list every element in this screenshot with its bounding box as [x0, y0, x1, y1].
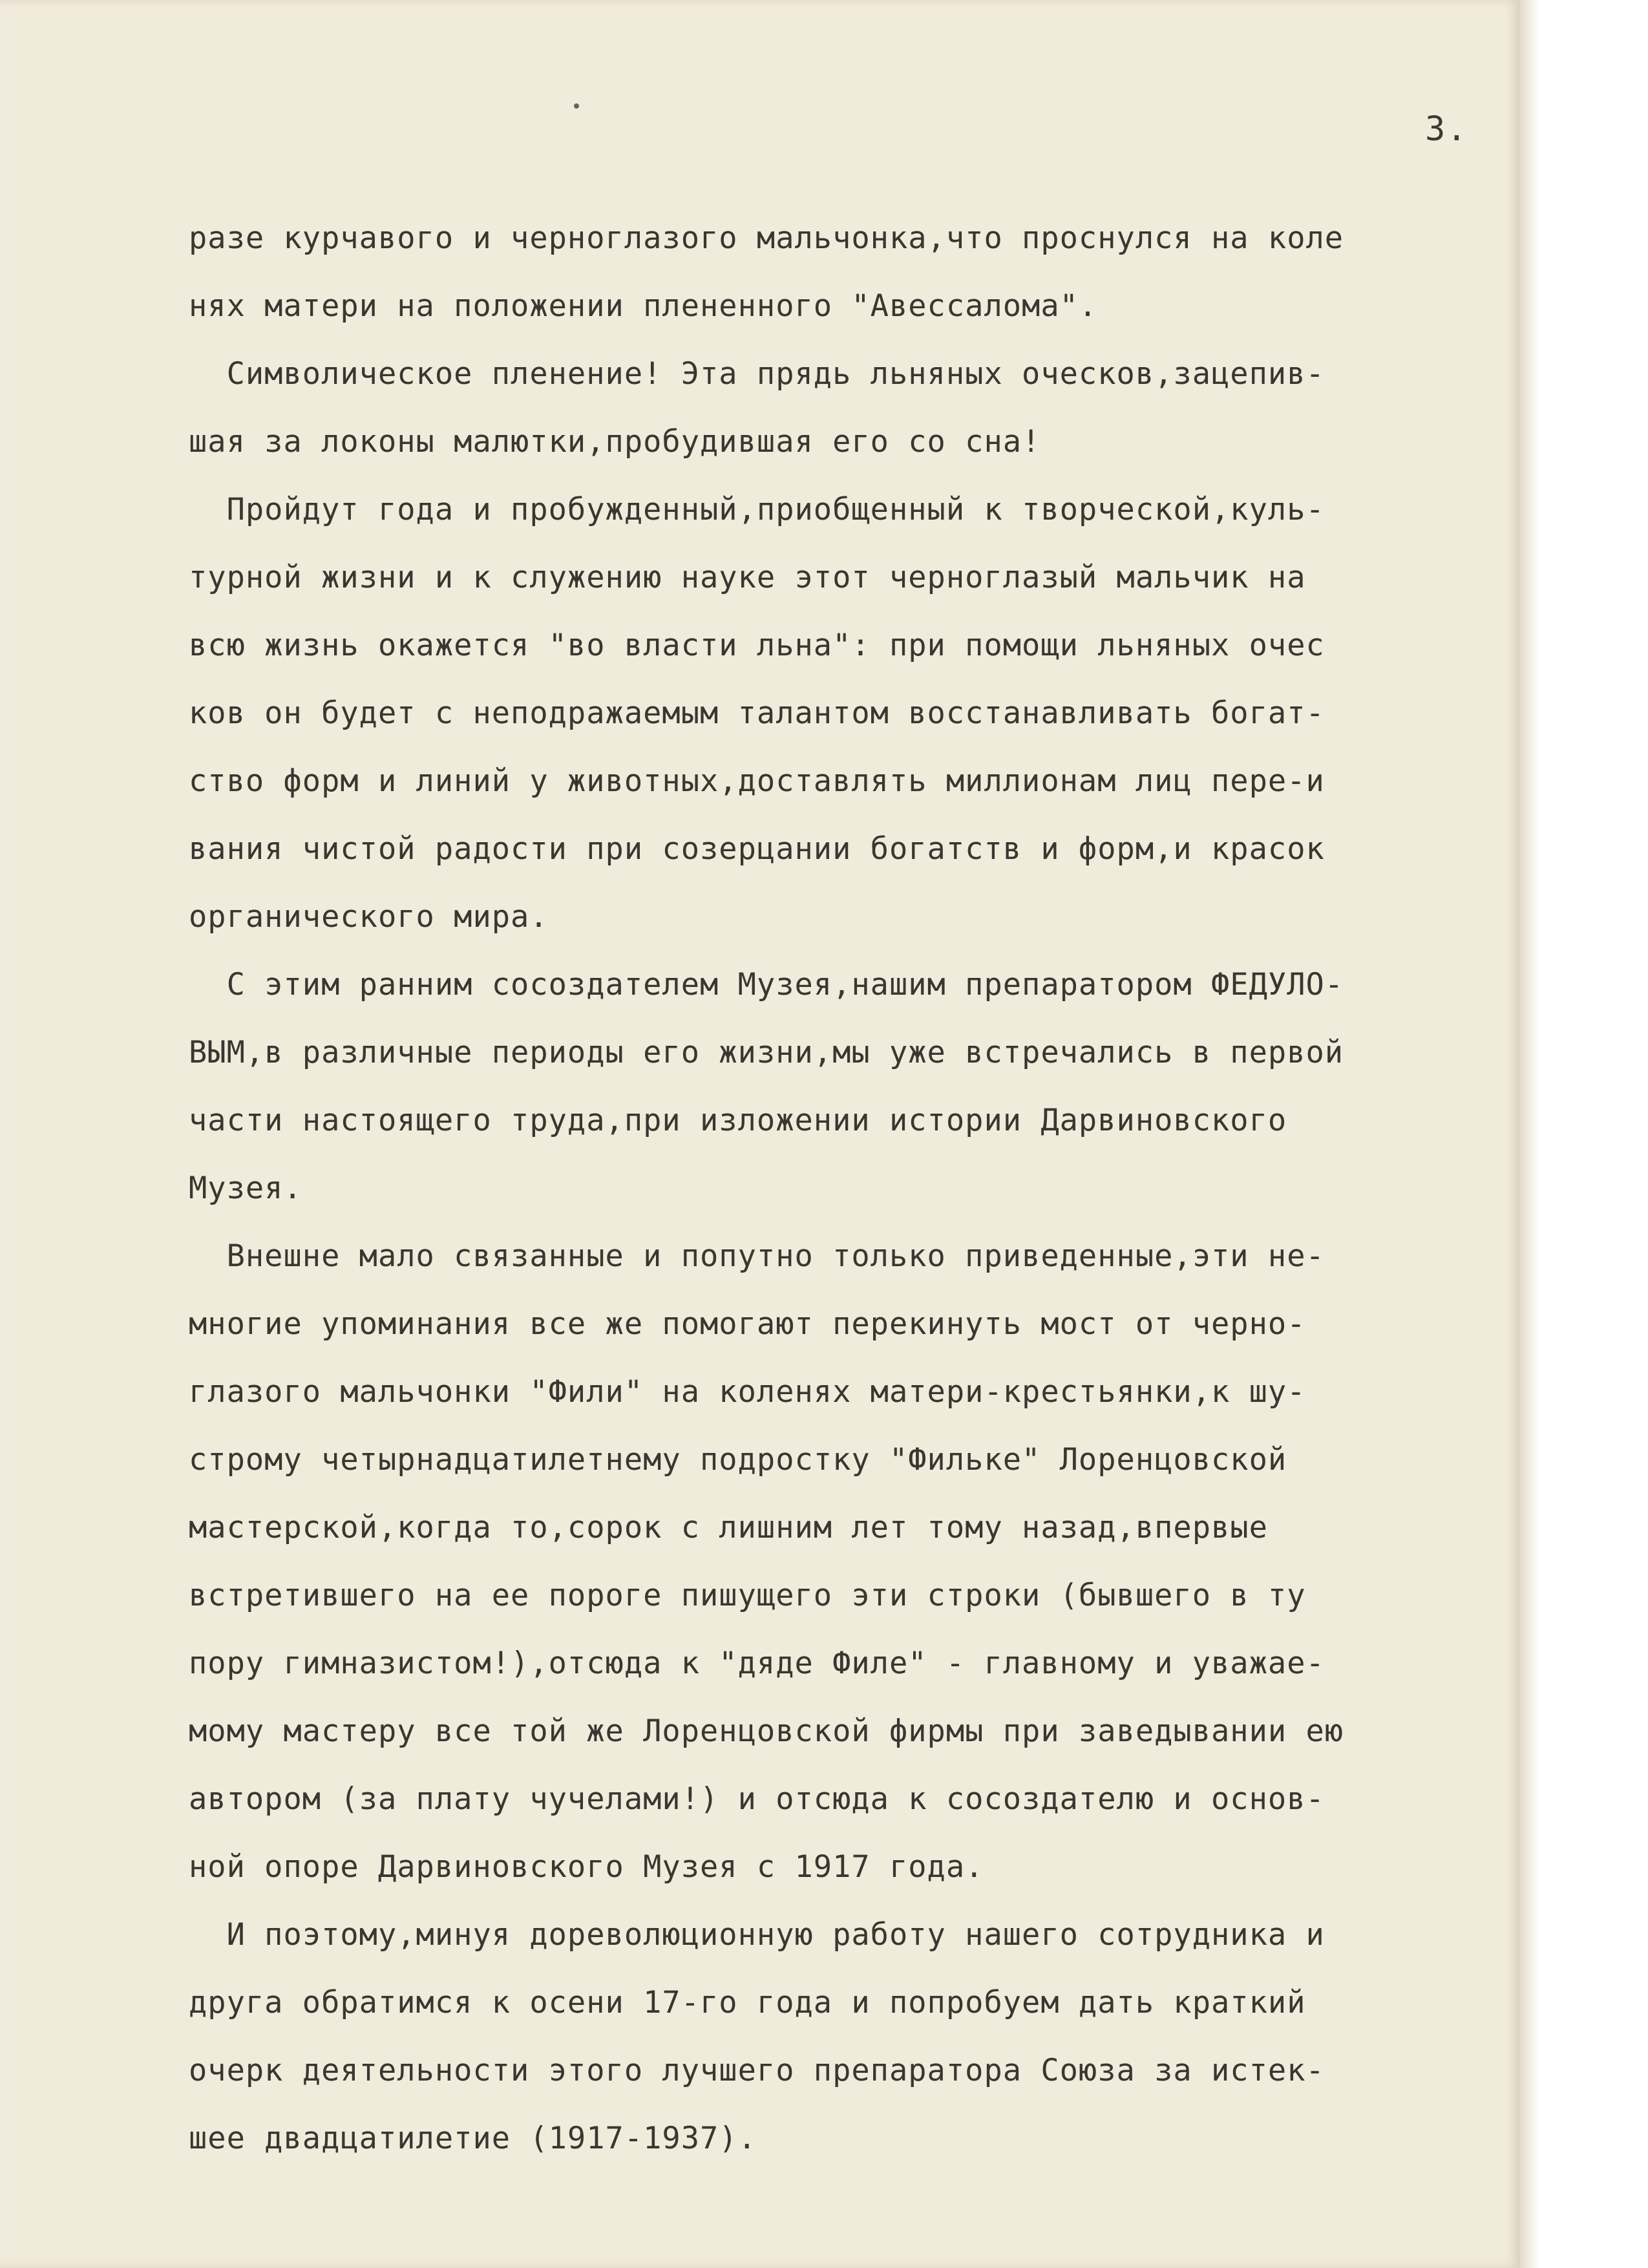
- text-line: Символическое пленение! Эта прядь льняных оческов,зацепив-: [189, 356, 1325, 392]
- text-line: строму четырнадцатилетнему подростку "Фильке" Лоренцовской: [189, 1442, 1287, 1478]
- text-line: Внешне мало связанные и попутно только приведенные,эти не-: [189, 1238, 1325, 1274]
- text-line: очерк деятельности этого лучшего препаратора Союза за истек-: [189, 2053, 1325, 2088]
- page-number: 3.: [1425, 110, 1468, 149]
- text-line: ной опоре Дарвиновского Музея с 1917 года.: [189, 1849, 984, 1885]
- text-line: автором (за плату чучелами!) и отсюда к сосоздателю и основ-: [189, 1781, 1325, 1817]
- text-line: ВЫМ,в различные периоды его жизни,мы уже встречались в первой: [189, 1035, 1344, 1070]
- text-line: пору гимназистом!),отсюда к "дяде Филе" - главному и уважае-: [189, 1646, 1325, 1681]
- text-line: всю жизнь окажется "во власти льна": при помощи льняных очес: [189, 628, 1325, 663]
- text-line: части настоящего труда,при изложении истории Дарвиновского: [189, 1103, 1287, 1138]
- text-line: турной жизни и к служению науке этот черноглазый мальчик на: [189, 560, 1306, 595]
- text-line: органического мира.: [189, 899, 549, 935]
- text-line: ков он будет с неподражаемым талантом восстанавливать богат-: [189, 695, 1325, 731]
- text-line: И поэтому,минуя дореволюционную работу нашего сотрудника и: [189, 1917, 1325, 1953]
- text-line: вания чистой радости при созерцании богатств и форм,и красок: [189, 831, 1325, 867]
- text-line: нях матери на положении плененного "Авессалома".: [189, 288, 1098, 324]
- text-line: С этим ранним сосоздателем Музея,нашим препаратором ФЕДУЛО-: [189, 967, 1344, 1002]
- text-line: встретившего на ее пороге пишущего эти строки (бывшего в ту: [189, 1578, 1306, 1613]
- text-line: многие упоминания все же помогают перекинуть мост от черно-: [189, 1306, 1306, 1342]
- text-line: Пройдут года и пробужденный,приобщенный к творческой,куль-: [189, 492, 1325, 527]
- sheet-edge: [1520, 0, 1539, 2268]
- text-line: мому мастеру все той же Лоренцовской фирмы при заведывании ею: [189, 1713, 1344, 1749]
- text-line: разе курчавого и черноглазого мальчонка,что проснулся на коле: [189, 220, 1344, 256]
- text-line: Музея.: [189, 1171, 302, 1206]
- text-line: глазого мальчонки "Фили" на коленях матери-крестьянки,к шу-: [189, 1374, 1306, 1410]
- text-line: мастерской,когда то,сорок с лишним лет тому назад,впервые: [189, 1510, 1268, 1545]
- text-line: шее двадцатилетие (1917-1937).: [189, 2121, 757, 2156]
- text-line: друга обратимся к осени 17-го года и попробуем дать краткий: [189, 1985, 1306, 2020]
- typewritten-body: [189, 204, 1520, 2172]
- text-line: шая за локоны малютки,пробудившая его со сна!: [189, 424, 1041, 460]
- text-line: ство форм и линий у животных,доставлять миллионам лиц пере-и: [189, 763, 1325, 799]
- ink-dot: [574, 103, 579, 109]
